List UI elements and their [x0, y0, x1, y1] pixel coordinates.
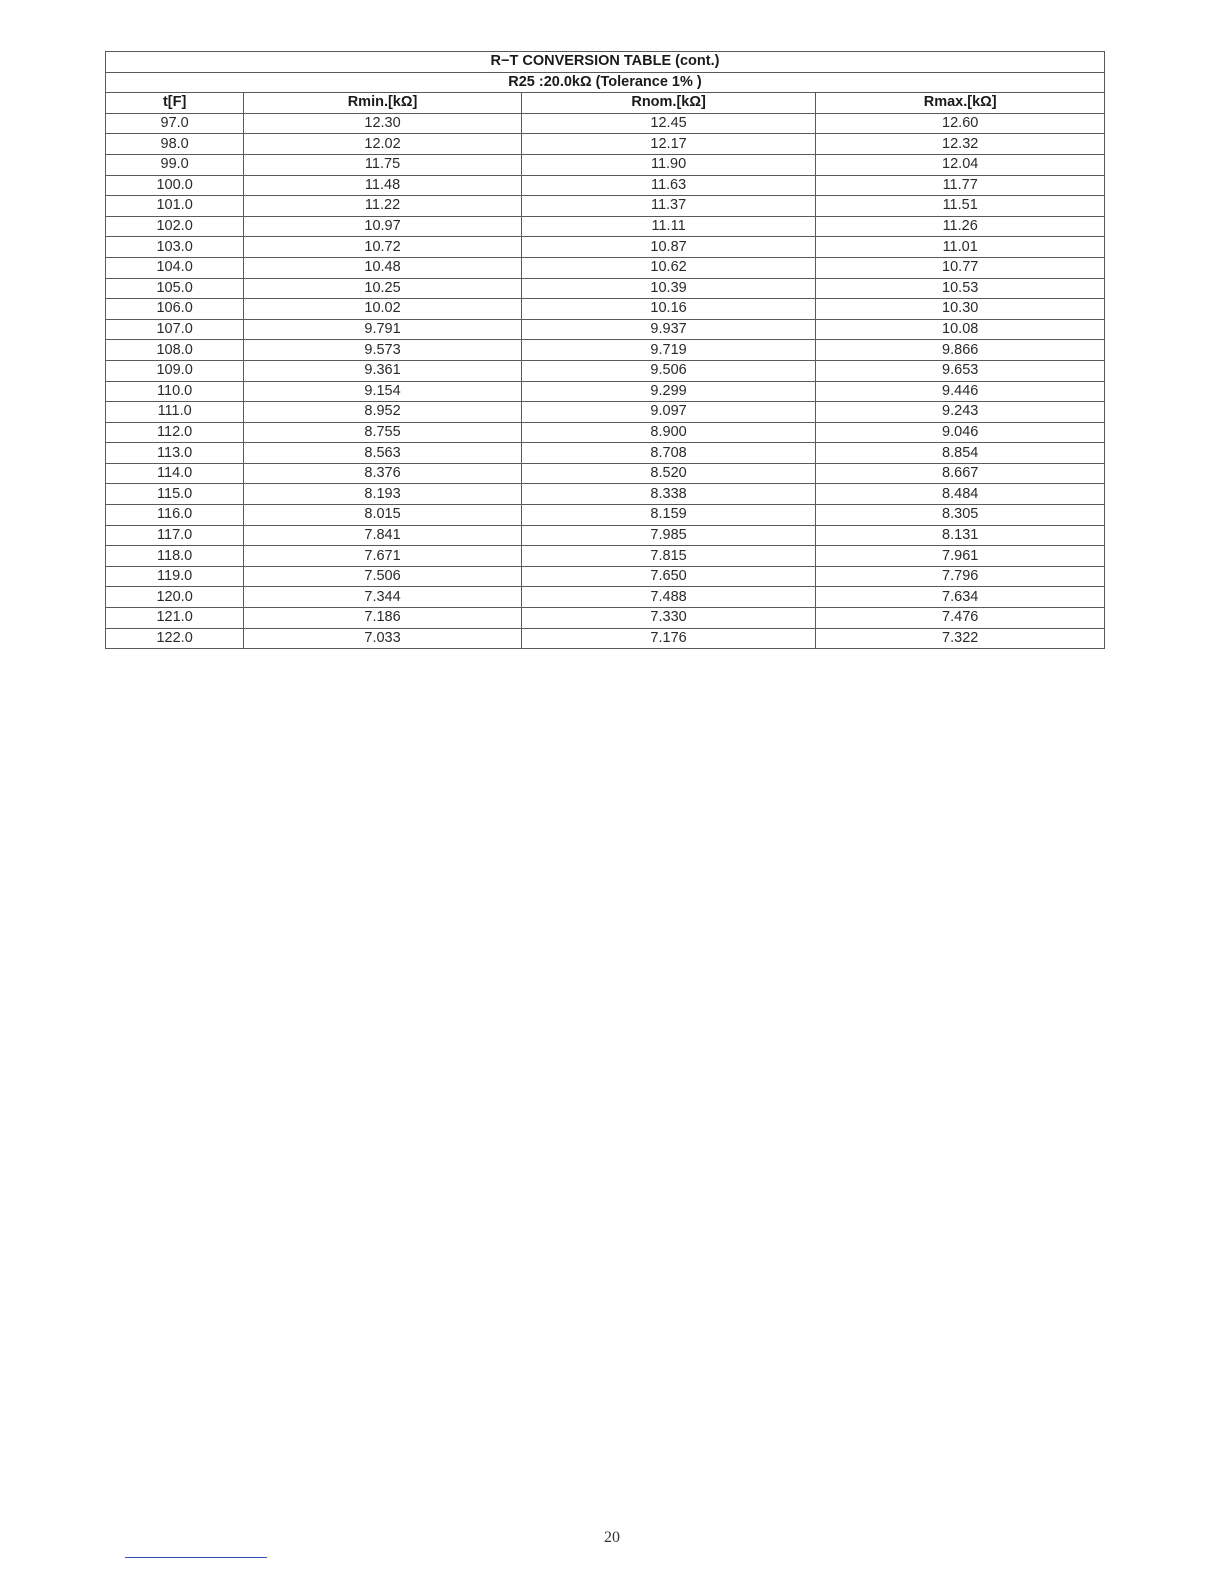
- rmax-cell: 10.53: [816, 278, 1105, 299]
- rmin-cell: 9.791: [244, 319, 522, 340]
- rmin-cell: 7.506: [244, 566, 522, 587]
- rmax-cell: 8.305: [816, 505, 1105, 526]
- rnom-cell: 8.708: [521, 443, 816, 464]
- temperature-cell: 102.0: [106, 216, 244, 237]
- temperature-cell: 120.0: [106, 587, 244, 608]
- rmax-cell: 7.476: [816, 608, 1105, 629]
- table-subtitle-row: [106, 72, 1105, 93]
- table-row: [106, 484, 1105, 505]
- rmin-cell: 8.563: [244, 443, 522, 464]
- footer-rule: [125, 1557, 267, 1558]
- rmax-cell: 10.77: [816, 257, 1105, 278]
- rmax-cell: 12.32: [816, 134, 1105, 155]
- rmin-cell: 7.186: [244, 608, 522, 629]
- column-header-rmax: Rmax.[kΩ]: [816, 93, 1105, 114]
- table-row: [106, 422, 1105, 443]
- page-number: 20: [604, 1529, 620, 1546]
- temperature-cell: 113.0: [106, 443, 244, 464]
- table-row: [106, 196, 1105, 217]
- rmin-cell: 7.841: [244, 525, 522, 546]
- rmin-cell: 9.573: [244, 340, 522, 361]
- table-row: [106, 257, 1105, 278]
- column-header-rnom: Rnom.[kΩ]: [521, 93, 816, 114]
- rmax-cell: 11.77: [816, 175, 1105, 196]
- column-header-row: [106, 93, 1105, 114]
- rmin-cell: 11.48: [244, 175, 522, 196]
- rnom-cell: 10.62: [521, 257, 816, 278]
- table-row: [106, 134, 1105, 155]
- table-row: [106, 113, 1105, 134]
- rmin-cell: 10.25: [244, 278, 522, 299]
- rnom-cell: 10.16: [521, 299, 816, 320]
- rmax-cell: 9.866: [816, 340, 1105, 361]
- table-row: [106, 443, 1105, 464]
- table-row: [106, 299, 1105, 320]
- table-row: [106, 566, 1105, 587]
- temperature-cell: 112.0: [106, 422, 244, 443]
- temperature-cell: 98.0: [106, 134, 244, 155]
- table-row: [106, 175, 1105, 196]
- temperature-cell: 119.0: [106, 566, 244, 587]
- rnom-cell: 12.17: [521, 134, 816, 155]
- table-row: [106, 278, 1105, 299]
- temperature-cell: 117.0: [106, 525, 244, 546]
- table-row: [106, 340, 1105, 361]
- rnom-cell: 9.299: [521, 381, 816, 402]
- rmin-cell: 11.75: [244, 154, 522, 175]
- rmax-cell: 7.634: [816, 587, 1105, 608]
- rmax-cell: 11.51: [816, 196, 1105, 217]
- table-row: [106, 381, 1105, 402]
- temperature-cell: 121.0: [106, 608, 244, 629]
- rmin-cell: 10.97: [244, 216, 522, 237]
- rmax-cell: 11.26: [816, 216, 1105, 237]
- temperature-cell: 118.0: [106, 546, 244, 567]
- rnom-cell: 9.719: [521, 340, 816, 361]
- table-title: R−T CONVERSION TABLE (cont.): [106, 52, 1105, 73]
- table-row: [106, 402, 1105, 423]
- rnom-cell: 7.815: [521, 546, 816, 567]
- rmin-cell: 8.193: [244, 484, 522, 505]
- table-row: [106, 525, 1105, 546]
- rmax-cell: 8.484: [816, 484, 1105, 505]
- rmax-cell: 9.446: [816, 381, 1105, 402]
- rnom-cell: 9.506: [521, 360, 816, 381]
- rmax-cell: 7.961: [816, 546, 1105, 567]
- table-row: [106, 237, 1105, 258]
- rnom-cell: 9.097: [521, 402, 816, 423]
- table-row: [106, 628, 1105, 649]
- rmax-cell: 11.01: [816, 237, 1105, 258]
- temperature-cell: 122.0: [106, 628, 244, 649]
- rmin-cell: 8.376: [244, 463, 522, 484]
- temperature-cell: 108.0: [106, 340, 244, 361]
- rmax-cell: 7.796: [816, 566, 1105, 587]
- rmin-cell: 10.72: [244, 237, 522, 258]
- rmax-cell: 12.60: [816, 113, 1105, 134]
- temperature-cell: 116.0: [106, 505, 244, 526]
- rnom-cell: 10.39: [521, 278, 816, 299]
- rmax-cell: 9.243: [816, 402, 1105, 423]
- temperature-cell: 97.0: [106, 113, 244, 134]
- rmax-cell: 8.131: [816, 525, 1105, 546]
- rmax-cell: 10.30: [816, 299, 1105, 320]
- rnom-cell: 10.87: [521, 237, 816, 258]
- column-header-temperature: t[F]: [106, 93, 244, 114]
- temperature-cell: 115.0: [106, 484, 244, 505]
- table-body: [106, 113, 1105, 648]
- table-row: [106, 154, 1105, 175]
- column-header-rmin: Rmin.[kΩ]: [244, 93, 522, 114]
- temperature-cell: 104.0: [106, 257, 244, 278]
- temperature-cell: 114.0: [106, 463, 244, 484]
- rmin-cell: 8.952: [244, 402, 522, 423]
- temperature-cell: 107.0: [106, 319, 244, 340]
- rnom-cell: 8.338: [521, 484, 816, 505]
- table-row: [106, 216, 1105, 237]
- rmax-cell: 12.04: [816, 154, 1105, 175]
- rnom-cell: 7.985: [521, 525, 816, 546]
- table-row: [106, 587, 1105, 608]
- table-row: [106, 608, 1105, 629]
- rmax-cell: 9.046: [816, 422, 1105, 443]
- rnom-cell: 7.176: [521, 628, 816, 649]
- rmin-cell: 12.30: [244, 113, 522, 134]
- rnom-cell: 11.37: [521, 196, 816, 217]
- rnom-cell: 11.11: [521, 216, 816, 237]
- temperature-cell: 101.0: [106, 196, 244, 217]
- temperature-cell: 99.0: [106, 154, 244, 175]
- rmax-cell: 8.667: [816, 463, 1105, 484]
- rmin-cell: 9.361: [244, 360, 522, 381]
- rmin-cell: 10.02: [244, 299, 522, 320]
- rt-conversion-table: [105, 51, 1105, 649]
- table-row: [106, 505, 1105, 526]
- rnom-cell: 8.520: [521, 463, 816, 484]
- rnom-cell: 12.45: [521, 113, 816, 134]
- rmax-cell: 7.322: [816, 628, 1105, 649]
- rmin-cell: 8.755: [244, 422, 522, 443]
- rnom-cell: 11.63: [521, 175, 816, 196]
- rmin-cell: 12.02: [244, 134, 522, 155]
- temperature-cell: 100.0: [106, 175, 244, 196]
- table-row: [106, 360, 1105, 381]
- table-row: [106, 463, 1105, 484]
- temperature-cell: 105.0: [106, 278, 244, 299]
- rmin-cell: 7.033: [244, 628, 522, 649]
- rnom-cell: 8.159: [521, 505, 816, 526]
- rmax-cell: 10.08: [816, 319, 1105, 340]
- rnom-cell: 7.650: [521, 566, 816, 587]
- table-row: [106, 319, 1105, 340]
- temperature-cell: 111.0: [106, 402, 244, 423]
- rmax-cell: 9.653: [816, 360, 1105, 381]
- temperature-cell: 109.0: [106, 360, 244, 381]
- rnom-cell: 8.900: [521, 422, 816, 443]
- rnom-cell: 11.90: [521, 154, 816, 175]
- rnom-cell: 9.937: [521, 319, 816, 340]
- table-title-row: [106, 52, 1105, 73]
- rnom-cell: 7.330: [521, 608, 816, 629]
- rmin-cell: 7.671: [244, 546, 522, 567]
- table-row: [106, 546, 1105, 567]
- table-subtitle: R25 :20.0kΩ (Tolerance 1% ): [106, 72, 1105, 93]
- temperature-cell: 110.0: [106, 381, 244, 402]
- rmin-cell: 10.48: [244, 257, 522, 278]
- temperature-cell: 106.0: [106, 299, 244, 320]
- temperature-cell: 103.0: [106, 237, 244, 258]
- rmin-cell: 7.344: [244, 587, 522, 608]
- rmax-cell: 8.854: [816, 443, 1105, 464]
- rmin-cell: 11.22: [244, 196, 522, 217]
- rmin-cell: 9.154: [244, 381, 522, 402]
- rnom-cell: 7.488: [521, 587, 816, 608]
- rmin-cell: 8.015: [244, 505, 522, 526]
